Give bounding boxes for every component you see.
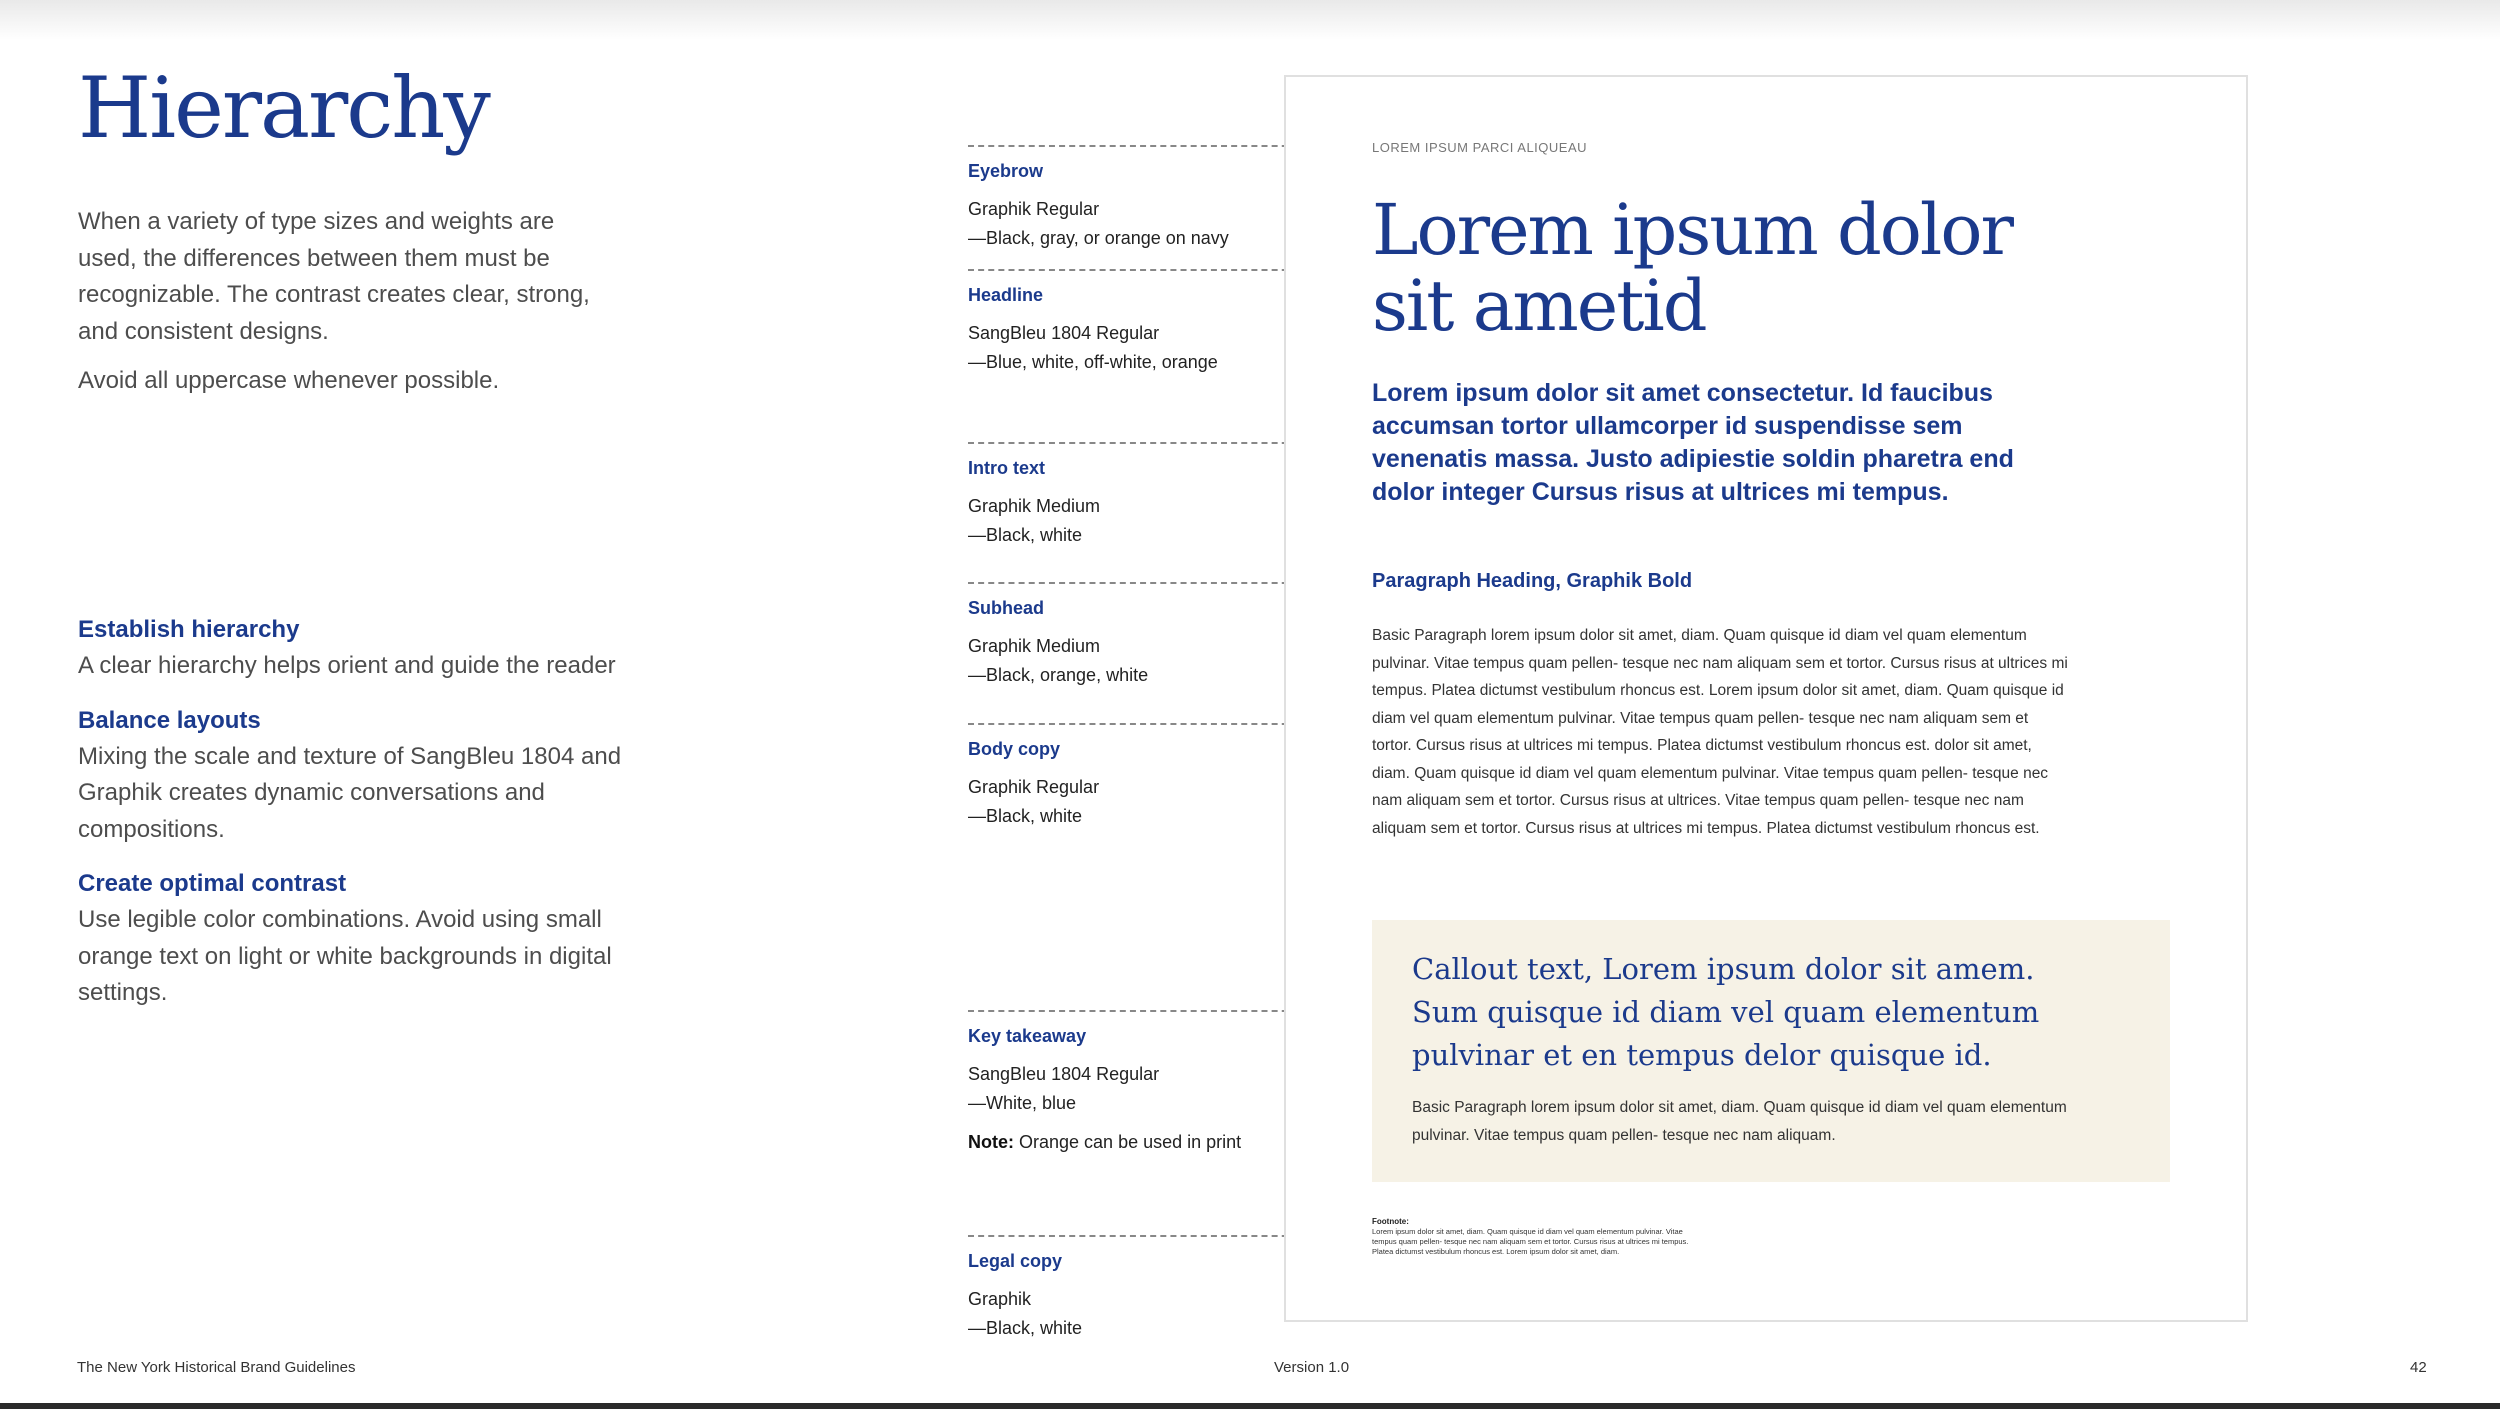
principle-heading: Balance layouts	[78, 706, 261, 734]
principle-text: A clear hierarchy helps orient and guide the reader	[78, 652, 616, 679]
leader-line	[968, 145, 1308, 147]
footer-document-title: The New York Historical Brand Guidelines	[77, 1359, 356, 1376]
footer-version: Version 1.0	[1274, 1359, 1350, 1376]
annotation-label: Legal copy	[968, 1251, 1063, 1271]
annotation-colors: —Black, orange, white	[968, 665, 1149, 685]
annotation-colors: —Black, white	[968, 806, 1083, 826]
footnote-text: Lorem ipsum dolor sit amet, diam. Quam quisque id diam vel quam elementum pulvinar. Vitae tempus quam pellen- tesque nec nam aliquam sem et tortor. Cursus risus at ultrices mi tempus. Platea dictumst vestibulum rhoncus est. Lorem ipsum dolor sit amet, diam.	[1372, 1227, 1689, 1256]
principle-text: Mixing the scale and texture of SangBleu 1804 and Graphik creates dynamic conversations and compositions.	[78, 742, 622, 843]
annotation-label: Subhead	[968, 598, 1045, 618]
leader-line	[968, 269, 1308, 271]
principle-heading: Establish hierarchy	[78, 616, 300, 643]
annotation-label: Headline	[968, 285, 1044, 305]
sample-headline: Lorem ipsum dolor sit ametid	[1372, 189, 2012, 347]
uppercase-guidance: Avoid all uppercase whenever possible.	[78, 367, 500, 394]
intro-paragraph: When a variety of type sizes and weights are used, the differences between them must be recognizable. The contrast creates clear, strong, and consistent designs.	[78, 208, 590, 345]
annotation-font: Graphik Regular	[968, 777, 1100, 797]
leader-line	[968, 442, 1308, 444]
annotation-label: Body copy	[968, 739, 1061, 759]
annotation-label: Eyebrow	[968, 161, 1044, 181]
annotation-note	[968, 1132, 1241, 1153]
principle-establish-hierarchy	[78, 612, 638, 685]
sample-subhead: Paragraph Heading, Graphik Bold	[1372, 570, 1693, 592]
annotation-font: SangBleu 1804 Regular	[968, 1064, 1160, 1084]
note-label: Note:	[968, 1132, 1014, 1152]
annotation-label: Key takeaway	[968, 1026, 1087, 1046]
leader-line	[968, 723, 1308, 725]
sample-intro-text: Lorem ipsum dolor sit amet consectetur. Id faucibus accumsan tortor ullamcorper id suspendisse sem venenatis massa. Justo adipiestie soldin pharetra end dolor integer Cursus risus at ultrices mi tempus.	[1372, 379, 2014, 506]
leader-line	[968, 1235, 1308, 1237]
annotation-font: SangBleu 1804 Regular	[968, 323, 1160, 343]
principle-text: Use legible color combinations. Avoid using small orange text on light or white backgrounds in digital settings.	[78, 906, 612, 1006]
principle-heading: Create optimal contrast	[78, 870, 347, 897]
principle-balance-layouts	[78, 703, 638, 849]
callout-text: Callout text, Lorem ipsum dolor sit amem. Sum quisque id diam vel quam elementum pulvinar et en tempus delor quisque id.	[1412, 952, 2040, 1072]
annotation-colors: —Black, white	[968, 525, 1083, 545]
page-title: Hierarchy	[78, 59, 489, 157]
callout-body: Basic Paragraph lorem ipsum dolor sit amet, diam. Quam quisque id diam vel quam elementum pulvinar. Vitae tempus quam pellen- tesque nec nam aliquam.	[1412, 1099, 2067, 1144]
annotation-label: Intro text	[968, 458, 1046, 478]
sample-body-copy: Basic Paragraph lorem ipsum dolor sit amet, diam. Quam quisque id diam vel quam elementum pulvinar. Vitae tempus quam pellen- tesque nec nam aliquam sem et tortor. Cursus risus at ultrices mi tempus. Platea dictumst vestibulum rhoncus est. Lorem ipsum dolor sit amet, diam. Quam quisque id diam vel quam elementum pulvinar. Vitae tempus quam pellen- tesque nec nam aliquam sem et tortor. Cursus risus at ultrices mi tempus. Platea dictumst vestibulum rhoncus est. dolor sit amet, diam. Quam quisque id diam vel quam elementum pulvinar. Vitae tempus quam pellen- tesque nec nam aliquam sem et tortor. Cursus risus at ultrices. Vitae tempus quam pellen- tesque nec nam aliquam sem et tortor. Cursus risus at ultrices mi tempus. Platea dictumst vestibulum rhoncus est.	[1372, 627, 2068, 837]
bottom-edge	[0, 1403, 2500, 1409]
note-text: Orange can be used in print	[1014, 1132, 1242, 1152]
sample-page	[1284, 75, 2248, 1322]
annotation-font: Graphik Medium	[968, 496, 1101, 516]
annotation-colors: —Black, gray, or orange on navy	[968, 228, 1229, 248]
leader-line	[968, 582, 1308, 584]
annotation-colors: —Blue, white, off-white, orange	[968, 352, 1218, 372]
annotation-colors: —Black, white	[968, 1318, 1083, 1338]
annotation-font: Graphik	[968, 1289, 1032, 1309]
top-shadow	[0, 0, 2500, 40]
principle-optimal-contrast	[78, 866, 638, 1012]
annotation-colors: —White, blue	[968, 1093, 1077, 1113]
sample-eyebrow: LOREM IPSUM PARCI ALIQUEAU	[1372, 140, 1588, 155]
principles-list	[78, 612, 638, 1030]
leader-line	[968, 1010, 1308, 1012]
footnote-label: Footnote:	[1372, 1217, 1409, 1226]
annotation-font: Graphik Regular	[968, 199, 1100, 219]
annotation-font: Graphik Medium	[968, 636, 1101, 656]
sample-callout	[1372, 920, 2170, 1182]
footer-page-number: 42	[2410, 1359, 2427, 1376]
